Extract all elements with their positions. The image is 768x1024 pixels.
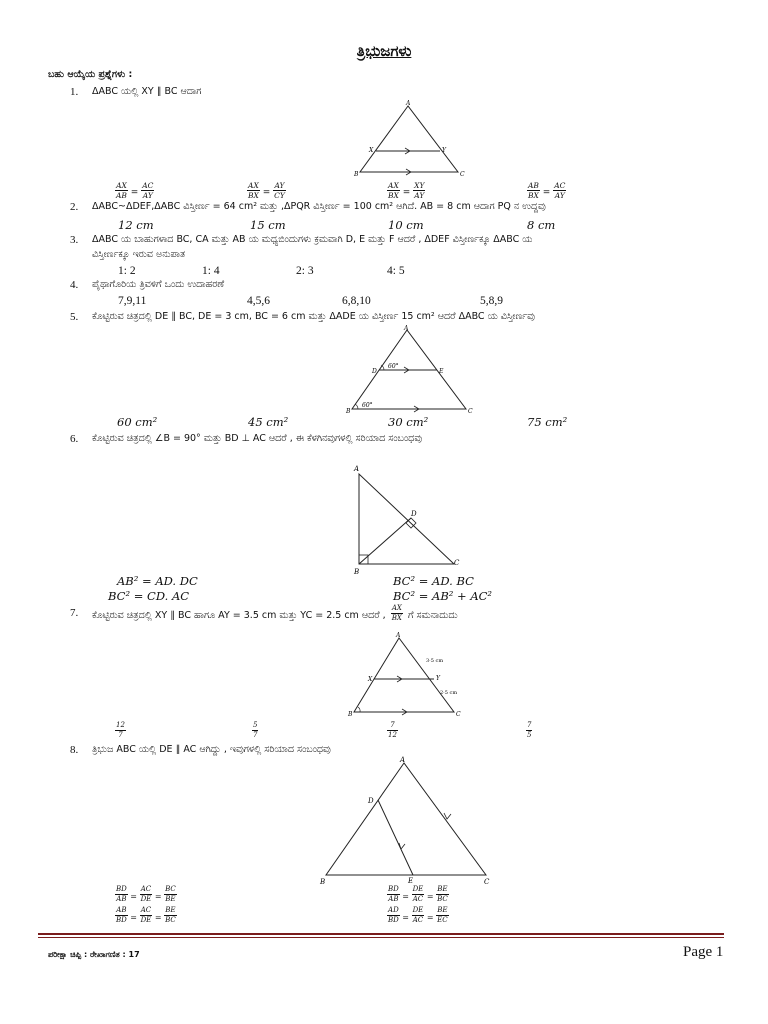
q2-option-c[interactable]: 10 cm [388, 218, 424, 232]
q3-option-d[interactable]: 4: 5 [387, 265, 405, 277]
page-title: ತ್ರಿಭುಜಗಳು [356, 42, 412, 60]
q6-option-a[interactable]: AB² = AD. DC [117, 574, 198, 588]
q4-option-d[interactable]: 5,8,9 [480, 295, 503, 307]
q2-option-b[interactable]: 15 cm [250, 218, 286, 232]
q2-option-a[interactable]: 12 cm [118, 218, 154, 232]
q6-label-b: B [354, 568, 360, 576]
q7-option-b[interactable]: $\frac{5}{7}$ [253, 721, 258, 739]
q8-text: ತ್ರಿಭುಜ ABC ಯಲ್ಲಿ DE ∥ AC ಆಗಿದ್ದು , ಇವುಗಳಲ್ಲಿ ಸರಿಯಾದ ಸಂಬಂಧವು [92, 744, 331, 755]
section-heading: ಬಹು ಆಯ್ಕೆಯ ಪ್ರಶ್ನೆಗಳು : [48, 69, 133, 80]
q7-text-tail: ಗೆ ಸಮನಾದುದು [408, 610, 458, 621]
q6-label-d: D [411, 510, 417, 518]
q4-text: ಪೈಥಾಗೊರಿಯ ತ್ರಿವಳಿಗೆ ಒಂದು ಉದಾಹರಣೆ [92, 279, 225, 290]
q1-label-b: B [354, 171, 359, 178]
q5-option-c[interactable]: 30 cm² [388, 415, 429, 429]
q5-label-e: E [439, 368, 444, 375]
q3-number: 3. [70, 234, 79, 246]
q5-angle-bottom: 60° [362, 402, 373, 409]
q1-option-d[interactable]: $\frac{AB}{BX}$ = $\frac{AC}{AY}$ [528, 181, 566, 200]
q8-label-b: B [320, 878, 326, 885]
q5-label-c: C [468, 408, 473, 415]
q4-option-c[interactable]: 6,8,10 [342, 295, 371, 307]
q6-option-b[interactable]: BC² = AD. BC [393, 574, 474, 588]
q6-label-c: C [454, 559, 460, 567]
q5-label-a: A [404, 325, 409, 332]
q2-text: ΔABC~ΔDEF,ΔABC ವಿಸ್ತೀರ್ಣ = 64 cm² ಮತ್ತು ,ΔPQR ವಿಸ್ತೀರ್ಣ = 100 cm² ಆಗಿದೆ. AB = 8 cm ಆದಾಗ PQ ನ ಉದ್ದವು [92, 201, 546, 212]
q7-label-yc: 2·5 cm [440, 690, 458, 696]
q3-option-c[interactable]: 2: 3 [296, 265, 314, 277]
page-number: Page 1 [683, 944, 724, 960]
q8-label-e: E [408, 877, 414, 885]
q7-text: ಕೊಟ್ಟಿರುವ ಚಿತ್ರದಲ್ಲಿ XY ∥ BC ಹಾಗೂ AY = 3.5 cm ಮತ್ತು YC = 2.5 cm ಆದರೆ , [92, 610, 386, 621]
q1-option-b[interactable]: $\frac{AX}{BX}$ = $\frac{AY}{CY}$ [248, 181, 285, 200]
q2-option-d[interactable]: 8 cm [527, 218, 556, 232]
q2-number: 2. [70, 201, 79, 213]
footer-divider-thin [38, 937, 724, 938]
q5-option-b[interactable]: 45 cm² [248, 415, 289, 429]
q7-option-a[interactable]: $\frac{12}{7}$ [116, 721, 125, 739]
q7-label-x: X [368, 676, 373, 683]
q3-text-line2: ವಿಸ್ತೀರ್ಣಕ್ಕೂ ಇರುವ ಅನುಪಾತ [92, 249, 186, 260]
q3-option-b[interactable]: 1: 4 [202, 265, 220, 277]
q7-fraction: $\frac{AX}{BX}$ [391, 604, 402, 622]
q1-option-a[interactable]: $\frac{AX}{AB}$ = $\frac{AC}{AY}$ [116, 181, 154, 200]
q8-label-d: D [368, 797, 374, 805]
q6-label-a: A [354, 465, 360, 473]
q5-option-d[interactable]: 75 cm² [527, 415, 568, 429]
q1-label-c: C [460, 171, 465, 178]
q1-option-c[interactable]: $\frac{AX}{BX}$ = $\frac{XY}{AY}$ [388, 181, 425, 200]
q5-label-d: D [372, 368, 377, 375]
q8-option-b[interactable]: $\frac{BD}{AB}$ = $\frac{DE}{AC}$ = $\frac{BE}{BC}$ [388, 885, 448, 903]
q8-number: 8. [70, 744, 79, 756]
q6-text: ಕೊಟ್ಟಿರುವ ಚಿತ್ರದಲ್ಲಿ ∠B = 90° ಮತ್ತು BD ⊥ AC ಆದರೆ , ಈ ಕೆಳಗಿನವುಗಳಲ್ಲಿ ಸರಿಯಾದ ಸಂಬಂಧವು [92, 433, 423, 444]
footer-divider [38, 933, 724, 935]
q8-option-c[interactable]: $\frac{AB}{BD}$ = $\frac{AC}{DE}$ = $\frac{BE}{BC}$ [116, 906, 176, 924]
q4-option-b[interactable]: 4,5,6 [247, 295, 270, 307]
q4-option-a[interactable]: 7,9,11 [118, 295, 147, 307]
q8-label-c: C [484, 878, 490, 885]
q7-option-c[interactable]: $\frac{7}{12}$ [388, 721, 397, 739]
q7-label-b: B [348, 711, 353, 718]
q7-text-line [92, 603, 458, 623]
q8-label-a: A [400, 756, 406, 764]
q5-figure [340, 325, 480, 415]
q1-number: 1. [70, 86, 79, 98]
footer-label: ಪರೀಕ್ಷಾ ಚಿಪ್ಪಿ : ರೇಖಾಗಣಿತ : 17 [48, 950, 140, 959]
q3-option-a[interactable]: 1: 2 [118, 265, 136, 277]
q5-option-a[interactable]: 60 cm² [117, 415, 158, 429]
q5-angle-top: 60° [388, 363, 399, 370]
q8-option-a[interactable]: $\frac{BD}{AB}$ = $\frac{AC}{DE}$ = $\frac{BC}{BE}$ [116, 885, 176, 903]
q7-label-y: Y [436, 675, 440, 682]
q7-label-c: C [456, 711, 461, 718]
q5-text: ಕೊಟ್ಟಿರುವ ಚಿತ್ರದಲ್ಲಿ DE ∥ BC, DE = 3 cm, BC = 6 cm ಮತ್ತು ΔADE ಯ ವಿಸ್ತೀರ್ಣ 15 cm² ಆದರೆ ΔABC ಯ ವಿಸ್ತೀರ್ಣವು [92, 311, 535, 322]
q4-number: 4. [70, 279, 79, 291]
q1-label-y: Y [442, 147, 446, 154]
q1-label-x: X [369, 147, 374, 154]
q5-label-b: B [346, 408, 351, 415]
q1-label-a: A [406, 100, 411, 107]
q1-text: ΔABC ಯಲ್ಲಿ XY ∥ BC ಆದಾಗ [92, 86, 202, 97]
q3-text-line1: ΔABC ಯ ಬಾಹುಗಳಾದ BC, CA ಮತ್ತು AB ಯ ಮಧ್ಯಬಿಂದುಗಳು ಕ್ರಮವಾಗಿ D, E ಮತ್ತು F ಆದರೆ , ΔDEF ವಿಸ್ತೀರ್ಣಕ್ಕೂ ΔABC ಯ [92, 234, 533, 245]
q7-number: 7. [70, 607, 79, 619]
q8-option-d[interactable]: $\frac{AD}{BD}$ = $\frac{DE}{AC}$ = $\frac{BE}{EC}$ [388, 906, 448, 924]
q6-number: 6. [70, 433, 79, 445]
q7-option-d[interactable]: $\frac{7}{5}$ [527, 721, 532, 739]
q6-option-d[interactable]: BC² = AB² + AC² [393, 589, 493, 603]
q1-figure [350, 100, 470, 180]
q5-number: 5. [70, 311, 79, 323]
q7-label-a: A [396, 632, 401, 639]
q6-option-c[interactable]: BC² = CD. AC [108, 589, 190, 603]
q7-label-ay: 3·5 cm [426, 658, 444, 664]
q6-figure [348, 462, 468, 577]
q7-figure [344, 630, 474, 720]
q8-figure [318, 755, 498, 885]
